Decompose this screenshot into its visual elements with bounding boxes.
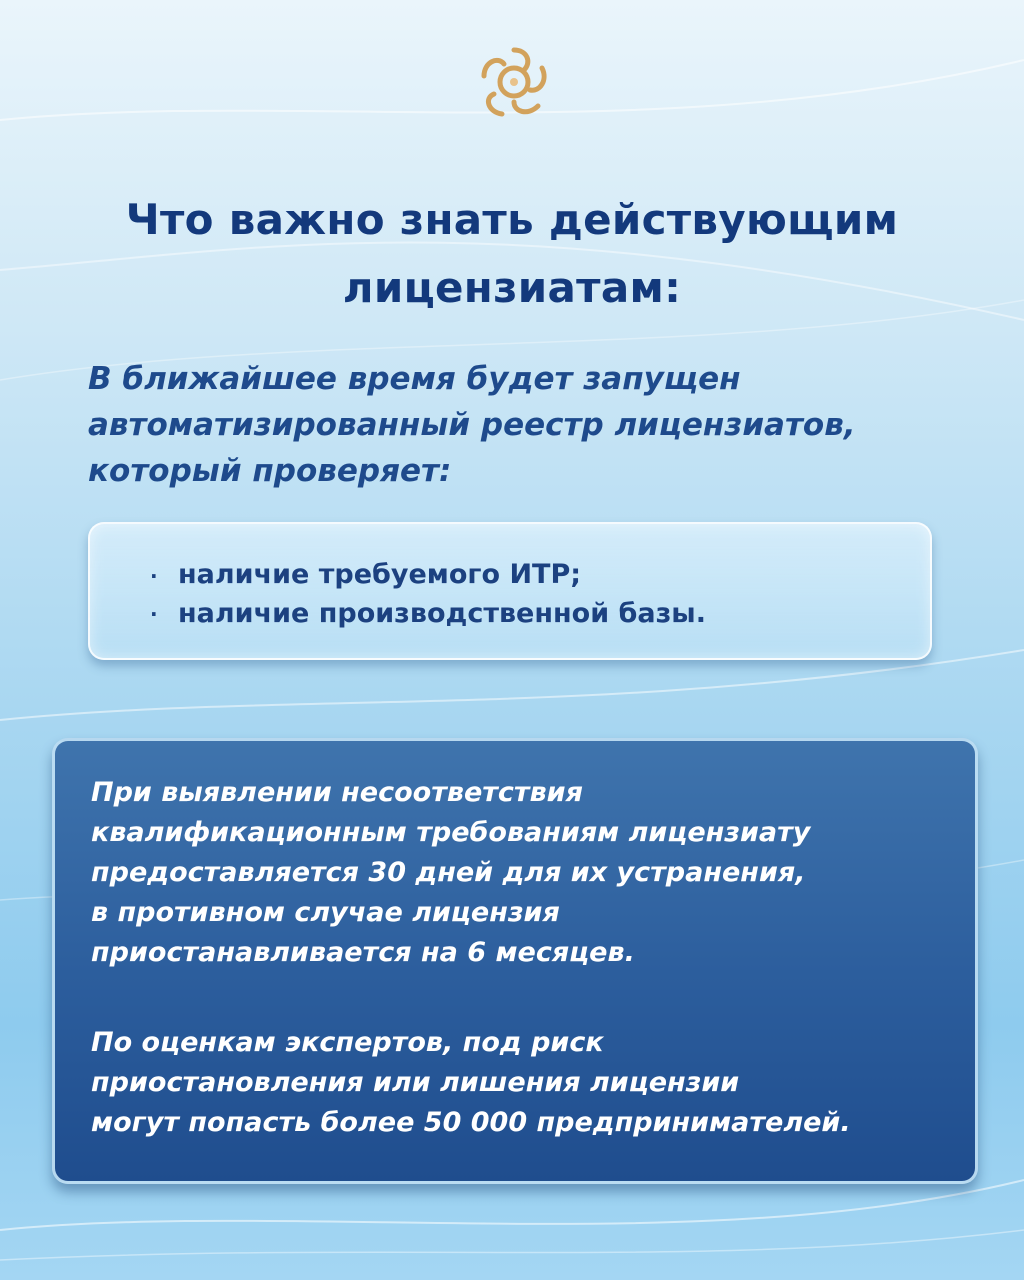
title-line-1: Что важно знать действующим: [125, 195, 899, 244]
list-item: [150, 595, 706, 634]
warning-p2-line-1: По оценкам экспертов, под риск: [91, 1027, 604, 1058]
warning-paragraph-2: [91, 1023, 851, 1143]
list-item: [150, 556, 706, 595]
warning-p1-line-5: приостанавливается на 6 месяцев.: [91, 937, 635, 968]
bullet-icon: ·: [150, 602, 158, 626]
warning-paragraph-1: [91, 773, 810, 973]
intro-line-2: автоматизированный реестр лицензиатов,: [88, 407, 856, 443]
check-item-2: наличие производственной базы.: [178, 597, 706, 629]
warning-p1-line-2: квалификационным требованиям лицензиату: [91, 817, 811, 848]
warning-card: [52, 738, 978, 1184]
warning-p2-line-3: могут попасть более 50 000 предпринимателей.: [91, 1107, 851, 1138]
bullet-icon: ·: [150, 563, 158, 588]
page-title: [0, 186, 1024, 322]
check-item-1: наличие требуемого ИТР;: [178, 559, 582, 590]
checks-card: [88, 522, 932, 660]
checks-list: [150, 556, 706, 633]
intro-text: [88, 356, 988, 494]
intro-line-3: который проверяет:: [88, 453, 452, 489]
title-line-2: лицензиатам:: [342, 263, 682, 312]
warning-p1-line-1: При выявлении несоответствия: [91, 777, 583, 808]
intro-line-1: В ближайшее время будет запущен: [88, 361, 741, 397]
warning-p1-line-4: в противном случае лицензия: [91, 897, 560, 928]
ornament-flower-icon: [472, 40, 556, 124]
warning-p1-line-3: предоставляется 30 дней для их устранения,: [91, 857, 806, 888]
warning-p2-line-2: приостановления или лишения лицензии: [91, 1067, 740, 1098]
